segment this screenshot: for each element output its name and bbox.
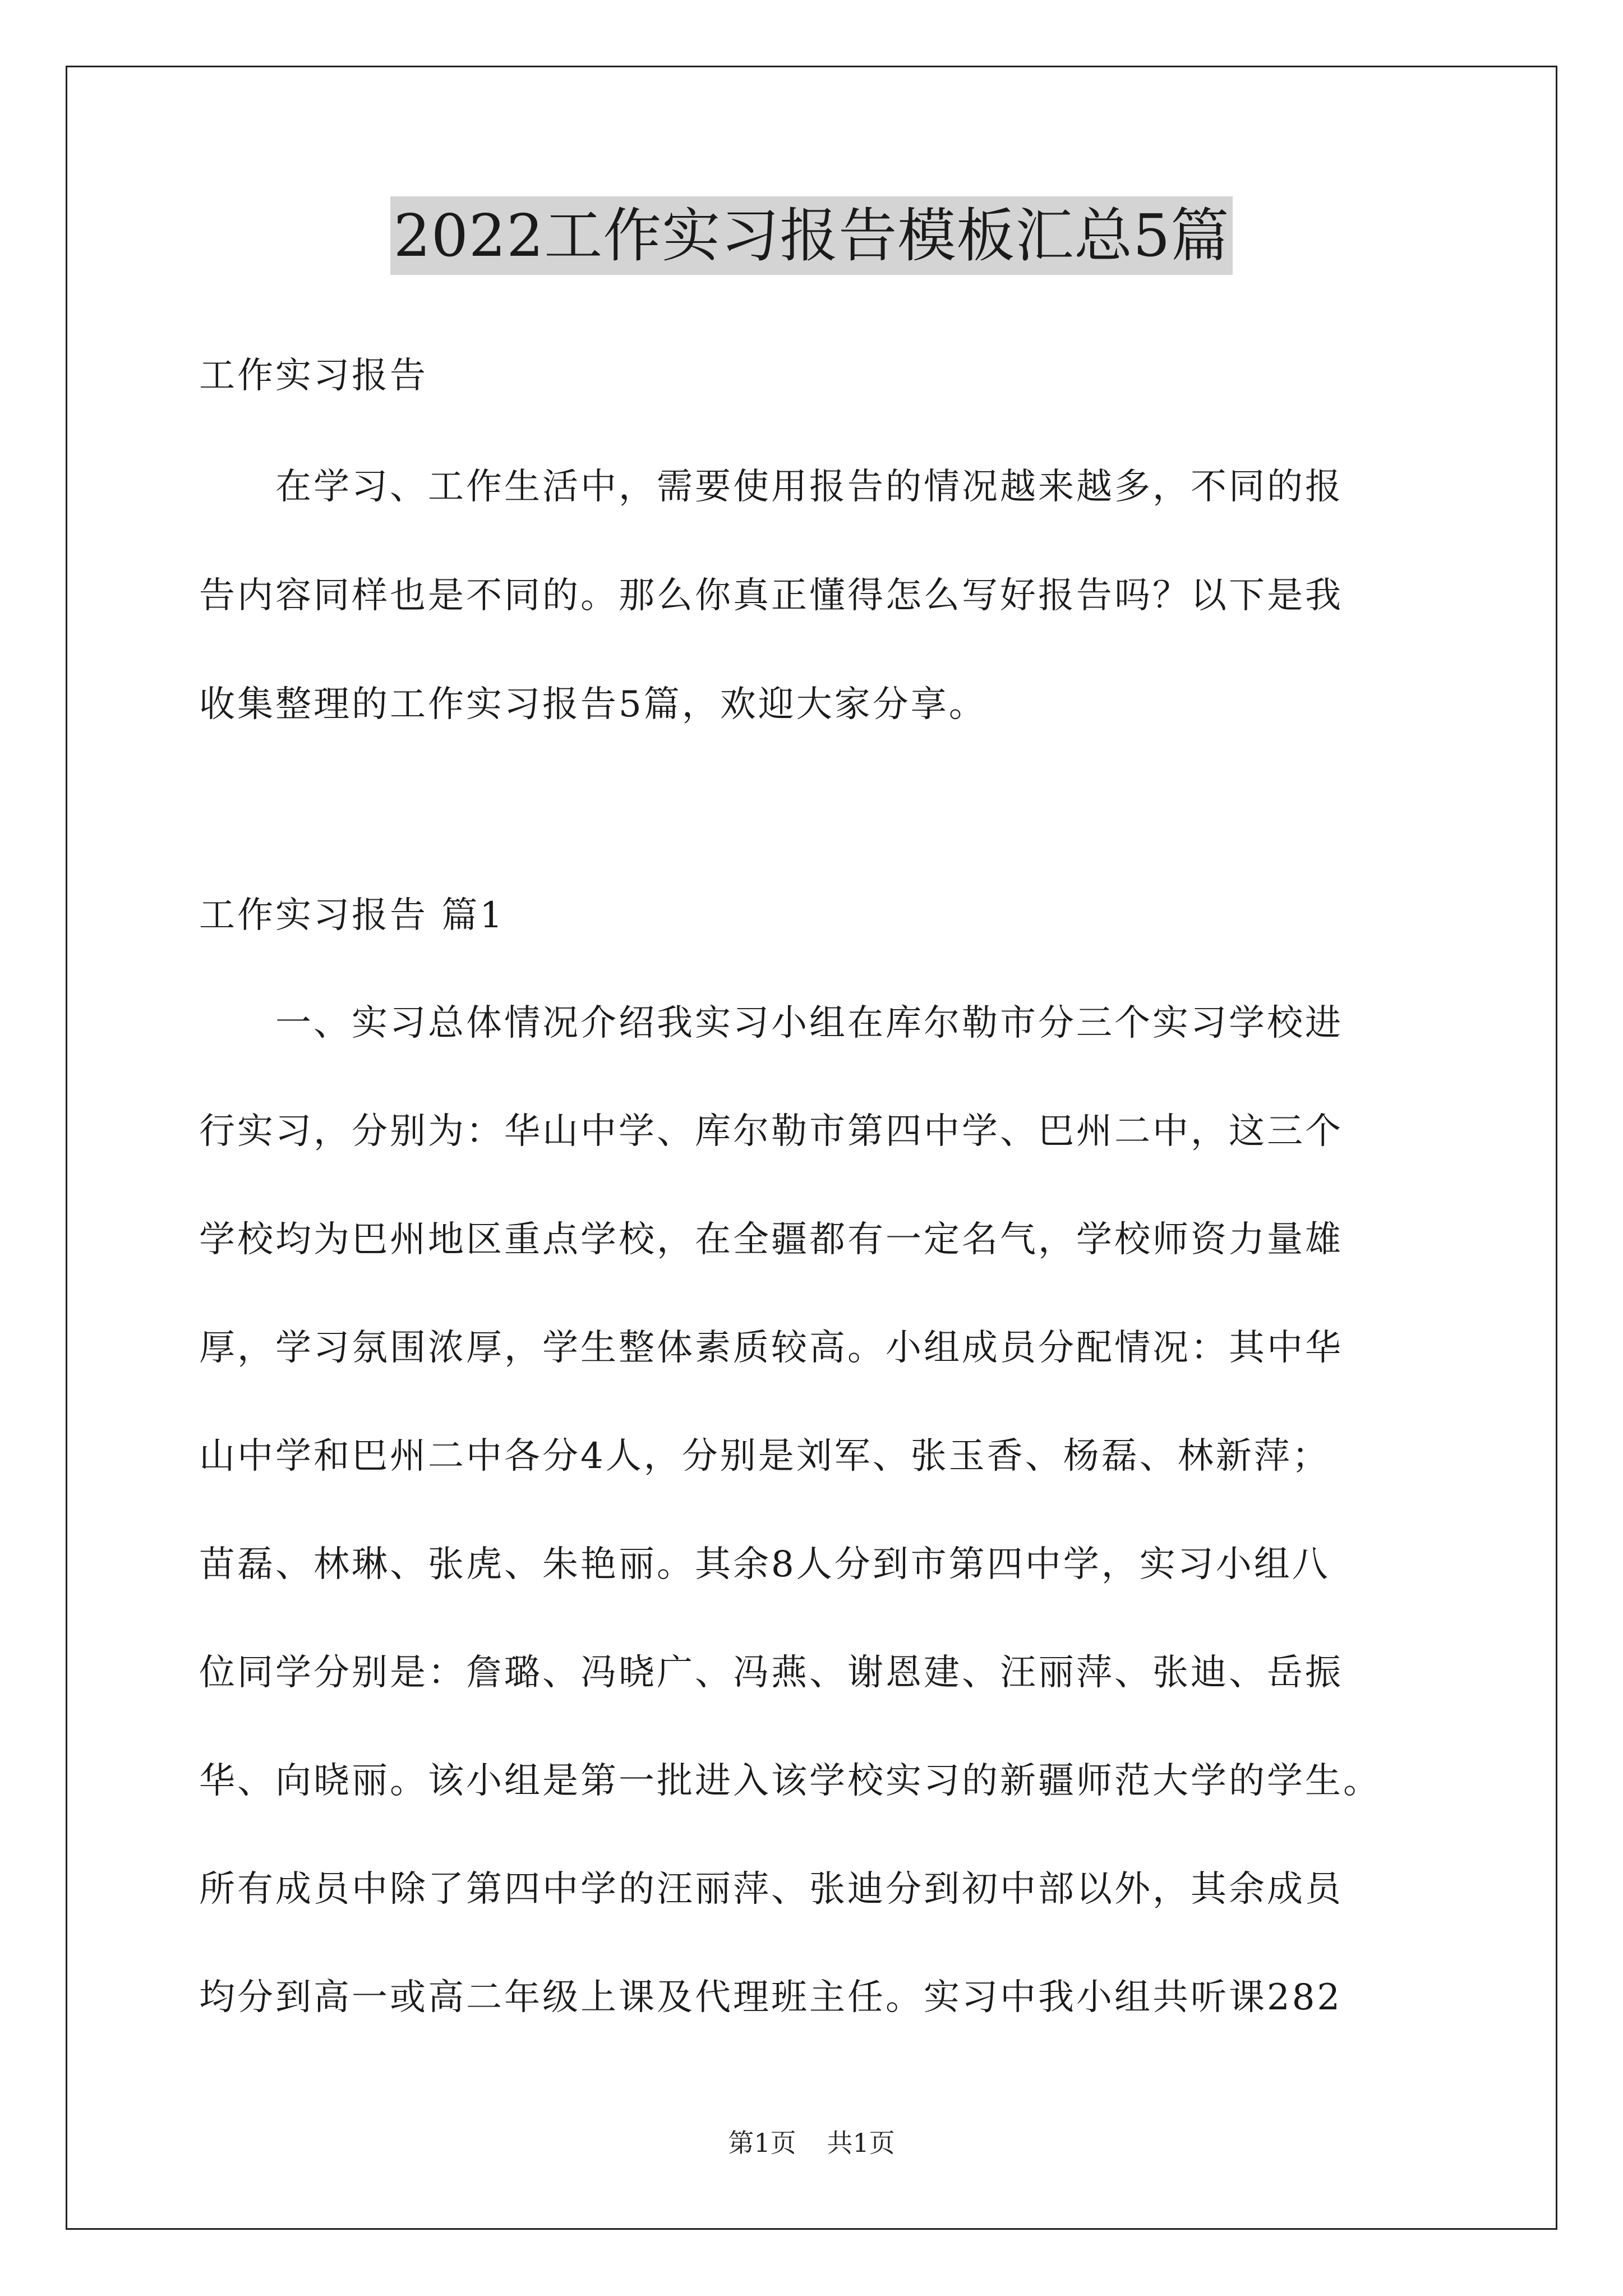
page-total: 共1页 — [827, 2128, 895, 2158]
page-number: 第1页 — [728, 2128, 796, 2158]
paragraph-line: 苗磊、林琳、张虎、朱艳丽。其余8人分到市第四中学，实习小组八 — [199, 1544, 1330, 1585]
paragraph-line: 学校均为巴州地区重点学校，在全疆都有一定名气，学校师资力量雄 — [199, 1219, 1343, 1260]
paragraph-line: 华、向晓丽。该小组是第一批进入该学校实习的新疆师范大学的学生。 — [199, 1760, 1381, 1802]
page-footer — [0, 2126, 1623, 2160]
intro-heading-block — [199, 349, 1438, 403]
paragraph-line: 位同学分别是：詹璐、冯晓广、冯燕、谢恩建、汪丽萍、张迪、岳振 — [199, 1652, 1343, 1694]
paragraph-line: 所有成员中除了第四中学的汪丽萍、张迪分到初中部以外，其余成员 — [199, 1869, 1343, 1910]
paragraph-line: 在学习、工作生活中，需要使用报告的情况越来越多，不同的报 — [199, 466, 1343, 508]
paragraph-line: 告内容同样也是不同的。那么你真正懂得怎么写好报告吗？以下是我 — [199, 575, 1343, 616]
paragraph-line: 山中学和巴州二中各分4人，分别是刘军、张玉香、杨磊、林新萍； — [199, 1435, 1330, 1477]
section1-heading-block — [199, 889, 1438, 942]
intro-paragraph — [199, 460, 1438, 731]
paragraph-line: 厚，学习氛围浓厚，学生整体素质较高。小组成员分配情况：其中华 — [199, 1327, 1343, 1369]
paragraph-line: 一、实习总体情况介绍我实习小组在库尔勒市分三个实习学校进 — [199, 1002, 1343, 1044]
section1-body — [199, 996, 1438, 2024]
paragraph-line: 均分到高一或高二年级上课及代理班主任。实习中我小组共听课282 — [199, 1977, 1343, 2018]
paragraph-line: 收集整理的工作实习报告5篇，欢迎大家分享。 — [199, 684, 987, 725]
title-container — [0, 196, 1623, 275]
section-heading: 工作实习报告 篇1 — [199, 895, 505, 936]
paragraph-line: 行实习，分别为：华山中学、库尔勒市第四中学、巴州二中，这三个 — [199, 1111, 1343, 1152]
intro-heading: 工作实习报告 — [199, 355, 428, 397]
document-title: 2022工作实习报告模板汇总5篇 — [390, 196, 1233, 275]
